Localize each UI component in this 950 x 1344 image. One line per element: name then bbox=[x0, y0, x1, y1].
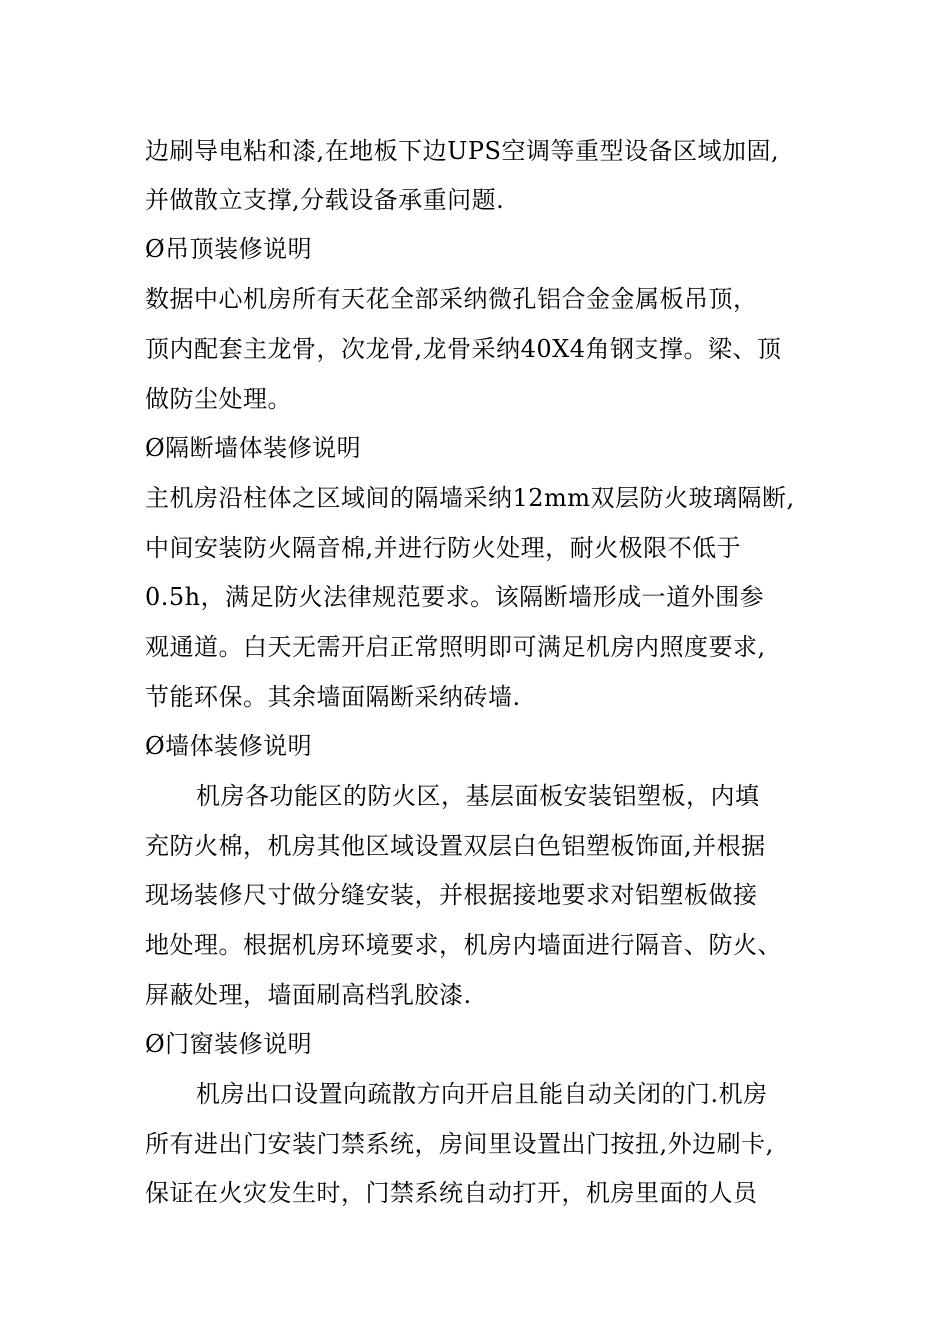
body-text-line: 机房出口设置向疏散方向开启且能自动关闭的门.机房 bbox=[196, 1080, 768, 1108]
body-text-line: 主机房沿柱体之区域间的隔墙采纳12mm双层防火玻璃隔断, bbox=[145, 484, 795, 512]
section-heading: Ø墙体装修说明 bbox=[145, 732, 313, 760]
body-text-line: 现场装修尺寸做分缝安装，并根据接地要求对铝塑板做接 bbox=[145, 881, 758, 909]
section-heading: Ø吊顶装修说明 bbox=[145, 235, 313, 263]
body-text-line: 0.5h，满足防火法律规范要求。该隔断墙形成一道外围参 bbox=[145, 583, 765, 611]
body-text-line: 边刷导电粘和漆,在地板下边UPS空调等重型设备区域加固, bbox=[145, 137, 780, 165]
body-text-line: 观通道。白天无需开启正常照明即可满足机房内照度要求, bbox=[145, 633, 766, 661]
body-text-line: 地处理。根据机房环境要求，机房内墙面进行隔音、防火、 bbox=[145, 931, 782, 959]
body-text-line: 数据中心机房所有天花全部采纳微孔铝合金金属板吊顶， bbox=[145, 285, 758, 313]
body-text-line: 充防火棉，机房其他区域设置双层白色铝塑板饰面,并根据 bbox=[145, 832, 766, 860]
body-text-line: 并做散立支撑,分载设备承重问题. bbox=[145, 186, 505, 214]
body-text-line: 做防尘处理。 bbox=[145, 385, 292, 413]
body-text-line: 机房各功能区的防火区，基层面板安装铝塑板，内填 bbox=[196, 782, 760, 810]
body-text-line: 顶内配套主龙骨，次龙骨,龙骨采纳40X4角钢支撑。梁、顶 bbox=[145, 335, 782, 363]
section-heading: Ø隔断墙体装修说明 bbox=[145, 434, 362, 462]
section-heading: Ø门窗装修说明 bbox=[145, 1030, 313, 1058]
body-text-line: 中间安装防火隔音棉,并进行防火处理，耐火极限不低于 bbox=[145, 534, 742, 562]
body-text-line: 保证在火灾发生时，门禁系统自动打开，机房里面的人员 bbox=[145, 1179, 758, 1207]
body-text-line: 屏蔽处理，墙面刷高档乳胶漆. bbox=[145, 981, 472, 1009]
body-text-line: 节能环保。其余墙面隔断采纳砖墙. bbox=[145, 683, 521, 711]
body-text-line: 所有进出门安装门禁系统，房间里设置出门按扭,外边刷卡, bbox=[145, 1130, 774, 1158]
